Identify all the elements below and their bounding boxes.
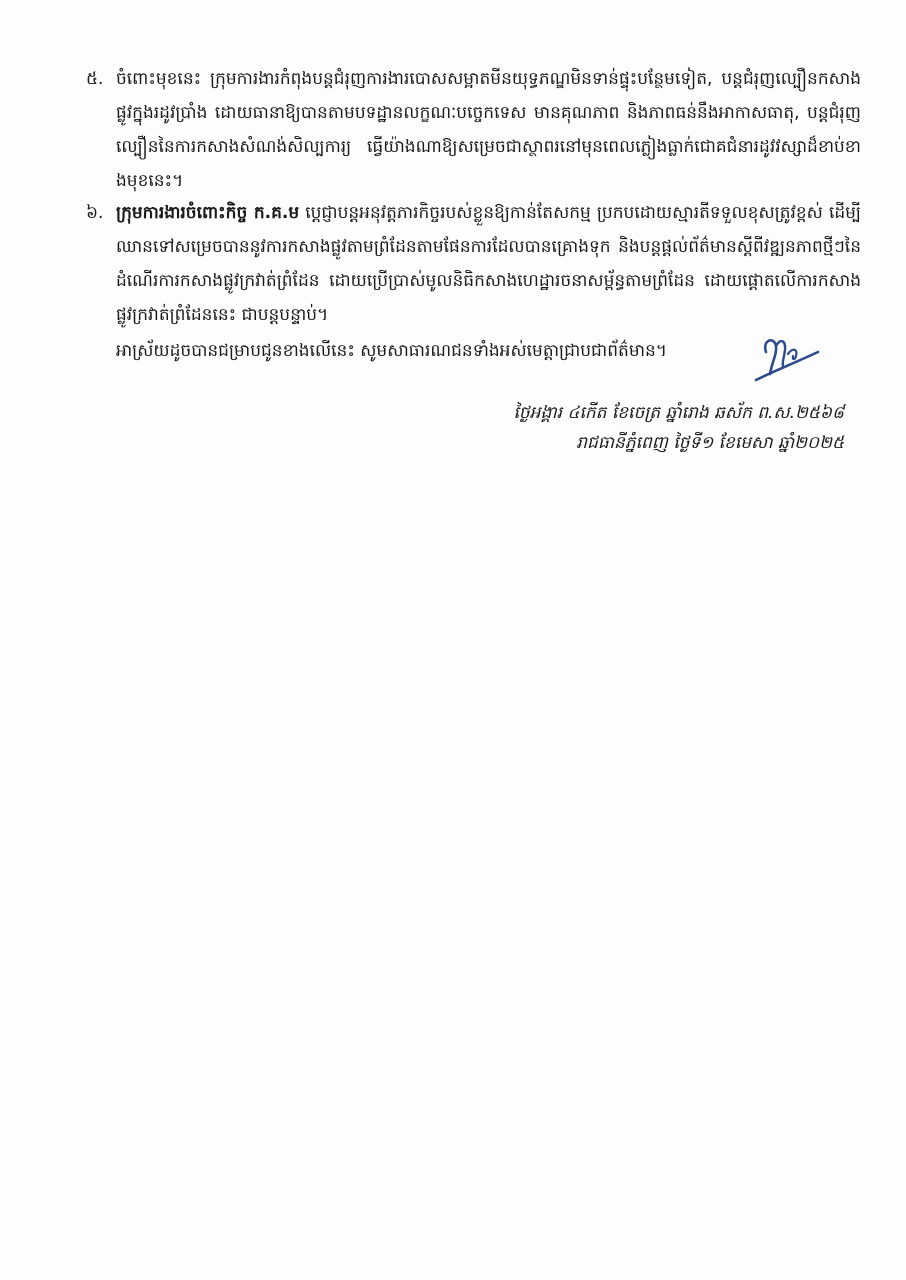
paragraph-number: ៦. bbox=[86, 203, 104, 223]
lunar-date: ថ្ងៃអង្គារ ៤កើត ខែចេត្រ ឆ្នាំរោង ឆស័ក ព.ស.២៥៦៨ bbox=[513, 403, 844, 423]
paragraph-text bbox=[116, 196, 861, 332]
paragraph-body: ប្តេជ្ញាបន្តអនុវត្តភារកិច្ចរបស់ខ្លួនឱ្យកាន់តែសកម្ម ប្រកបដោយស្មារតីទទួលខុសត្រូវខ្ពស់ ដើម្បីឈានទៅសម្រេចបាននូវការកសាងផ្លូវតាមព្រំដែនតាមផែនការដែលបានគ្រោងទុក និងបន្តផ្តល់ព័ត៌មានស្តីពីវឌ្ឍនភាពថ្មីៗនៃដំណើរការកសាងផ្លូវក្រវាត់ព្រំដែន ដោយប្រើប្រាស់មូលនិធិកសាងហេដ្ឋារចនាសម្ព័ន្ធតាមព្រំដែន ដោយផ្តោតលើការកសាងផ្លូវក្រវាត់ព្រំដែននេះ ជាបន្តបន្ទាប់។ bbox=[116, 203, 861, 325]
paragraph-6 bbox=[86, 196, 861, 332]
paragraph-body: ចំពោះមុខនេះ ក្រុមការងារកំពុងបន្តជំរុញការងារបោសសម្អាតមីនយុទ្ធភណ្ឌមិនទាន់ផ្ទុះបន្ថែមទៀត, បន្តជំរុញល្បឿនកសាងផ្លូវក្នុងរដូវប្រាំង ដោយធានាឱ្យបានតាមបទដ្ឋានលក្ខណៈបច្ចេកទេស មានគុណភាព និងភាពធន់នឹងអាកាសធាតុ, បន្តជំរុញល្បឿននៃការកសាងសំណង់សិល្បការ្យ ធ្វើយ៉ាងណាឱ្យសម្រេចជាស្ថាពរនៅមុនពេលភ្លៀងធ្លាក់ជោគជំនារដូវវស្សាដ៏ខាប់ខាងមុខនេះ។ bbox=[116, 69, 861, 191]
paragraph-text bbox=[116, 62, 861, 198]
closing-statement: អាស្រ័យដូចបានជម្រាបជូនខាងលើនេះ សូមសាធារណជនទាំងអស់មេត្តាជ្រាបជាព័ត៌មាន។ bbox=[116, 341, 668, 361]
paragraph-number: ៥. bbox=[86, 69, 104, 89]
paragraph-5 bbox=[86, 62, 861, 198]
paragraph-lead: ក្រុមការងារចំពោះកិច្ច ក.គ.ម bbox=[116, 203, 300, 223]
solar-date: រាជធានីភ្នំពេញ ថ្ងៃទី១ ខែមេសា ឆ្នាំ២០២៥ bbox=[576, 433, 844, 453]
date-block bbox=[513, 398, 844, 458]
signature-icon bbox=[752, 322, 822, 386]
